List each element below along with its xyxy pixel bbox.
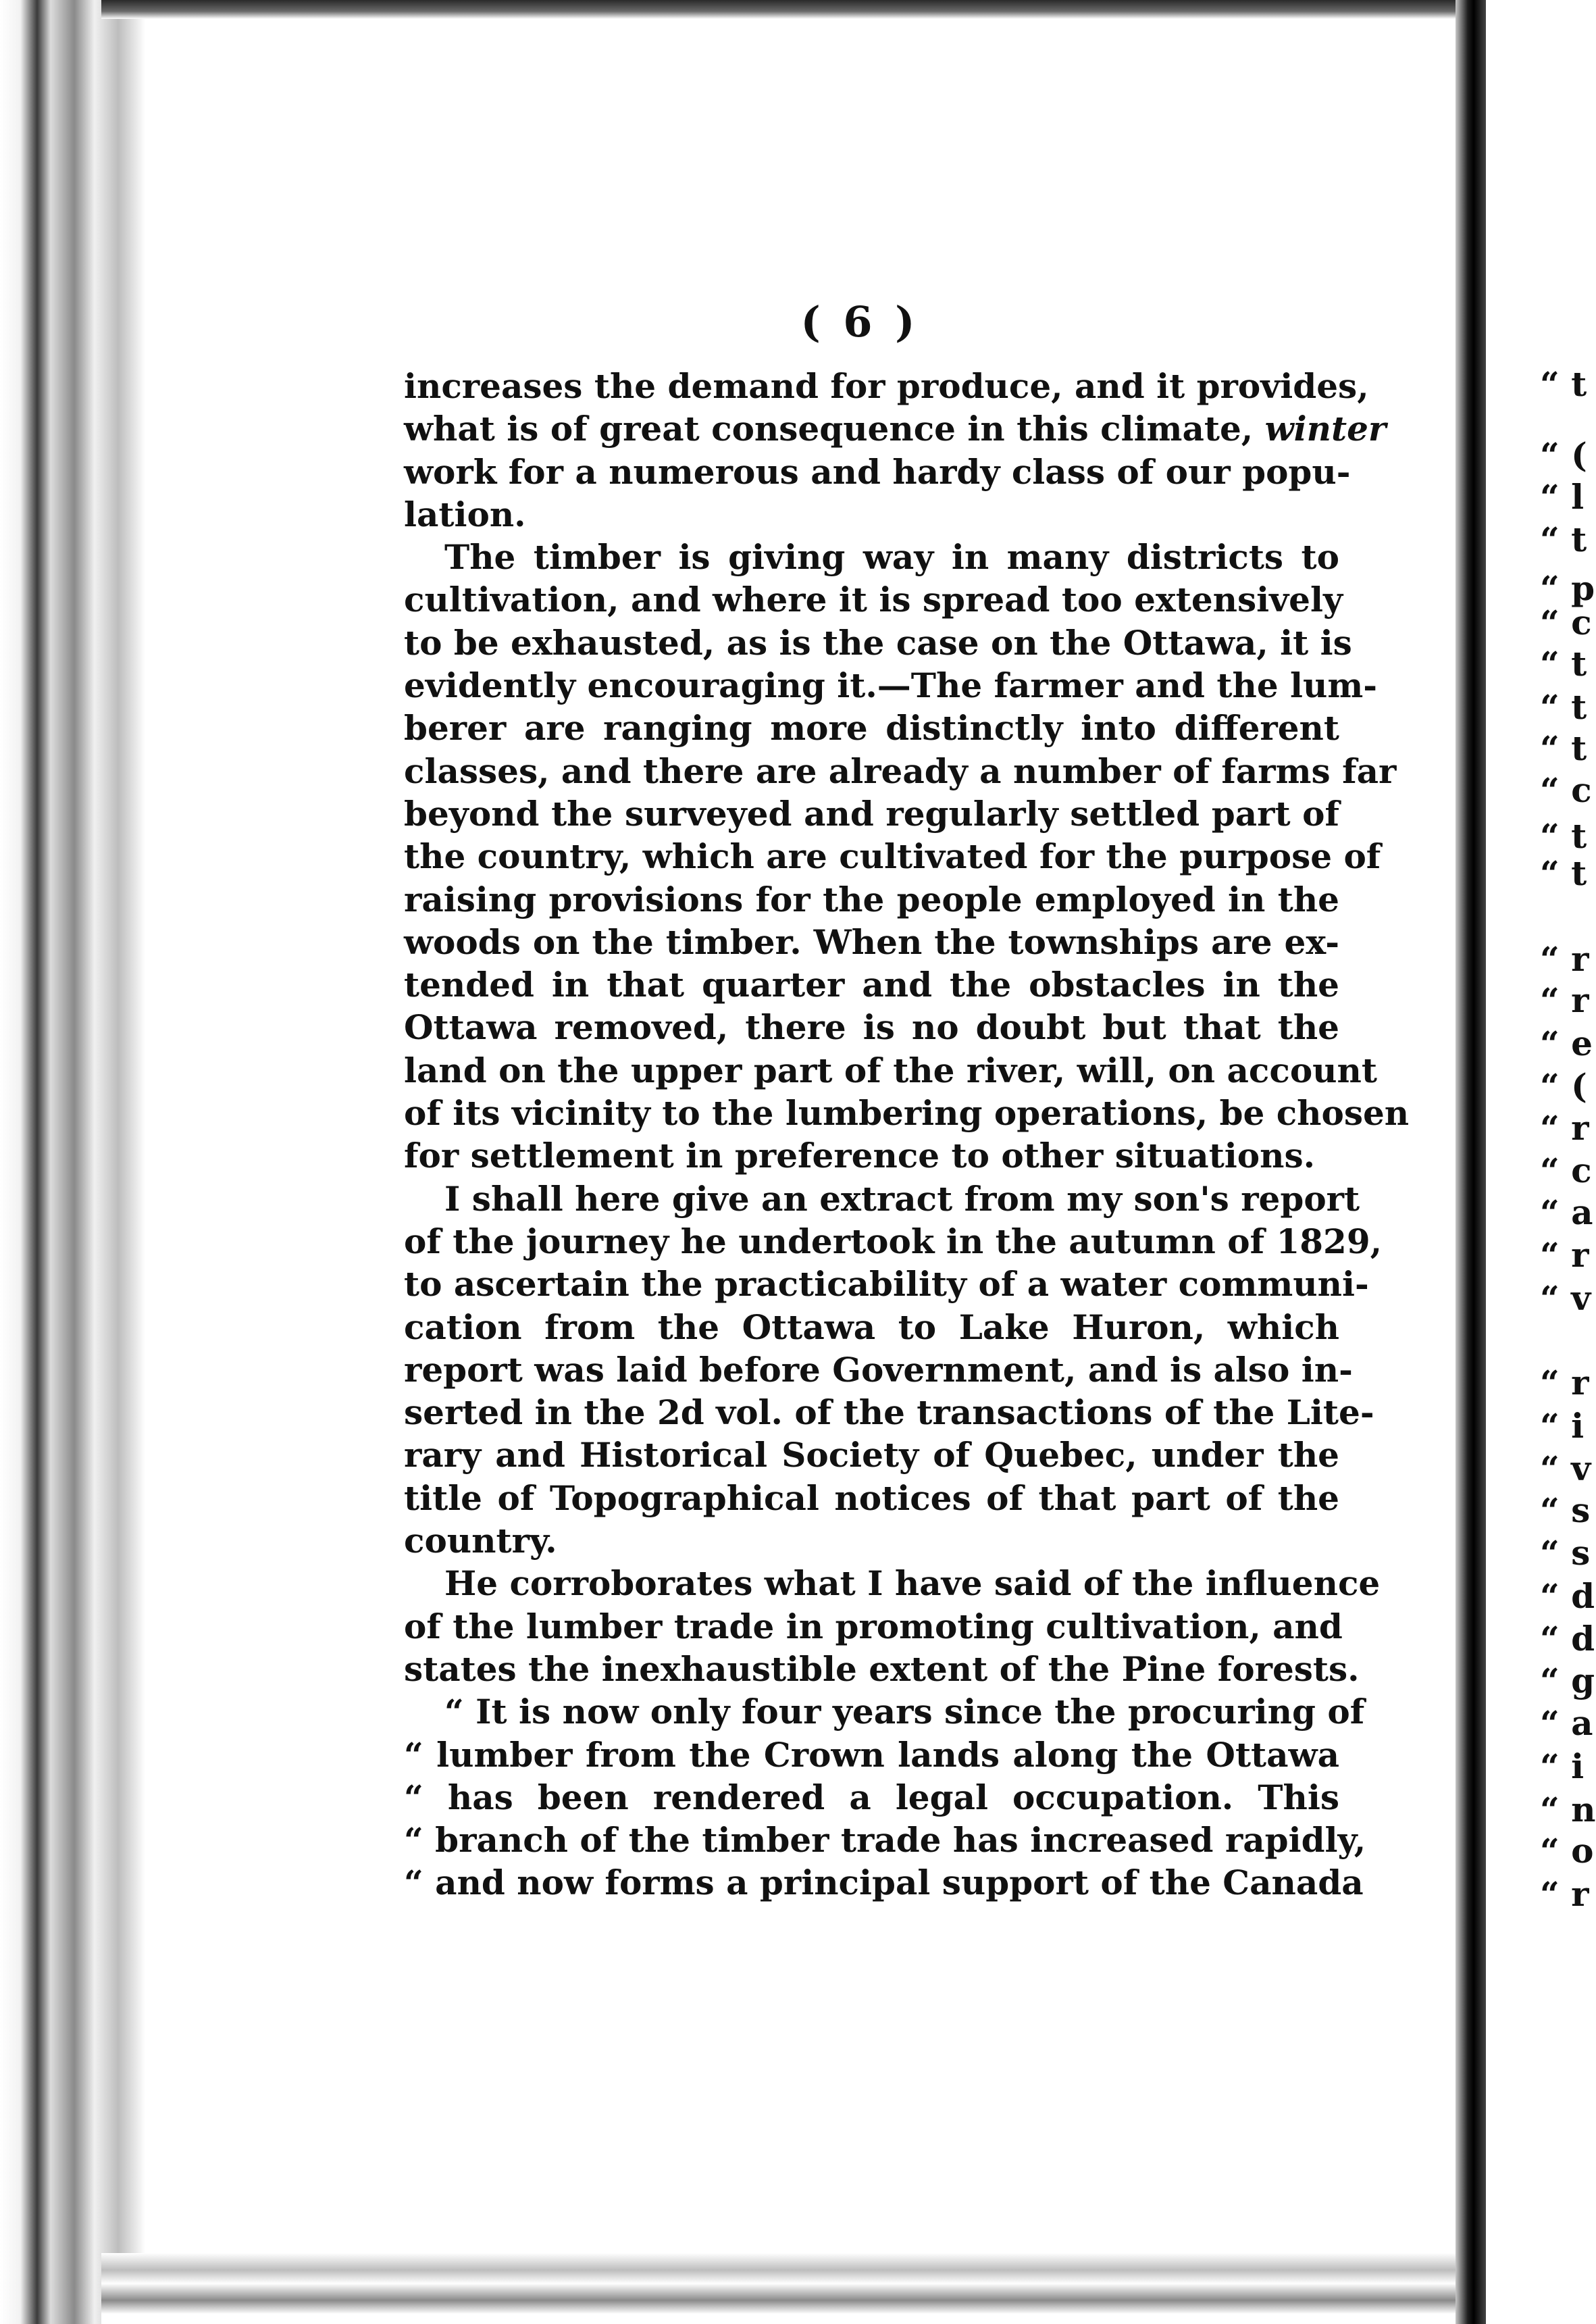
text-line: to ascertain the practicability of a water communi- bbox=[404, 1264, 1369, 1305]
text-line: “ and now forms a principal support of the Canada bbox=[404, 1863, 1364, 1903]
facing-page-line-fragment: “ t bbox=[1540, 520, 1587, 560]
facing-page-line-fragment: “ t bbox=[1540, 853, 1587, 893]
text-line: “ has been rendered a legal occupation. This bbox=[404, 1777, 1339, 1817]
facing-page-line-fragment: “ t bbox=[1540, 686, 1587, 727]
text-line: the country, which are cultivated for the purpose of bbox=[404, 836, 1381, 877]
text-line: “ branch of the timber trade has increased rapidly, bbox=[404, 1820, 1366, 1861]
text-line: raising provisions for the people employed in the bbox=[404, 879, 1339, 919]
text-line: serted in the 2d vol. of the transactions of the Lite- bbox=[404, 1392, 1374, 1433]
body-text bbox=[404, 365, 1410, 1904]
facing-page-line-fragment: “ n bbox=[1540, 1789, 1596, 1829]
text-line: tended in that quarter and the obstacles in the bbox=[404, 965, 1339, 1005]
facing-page-line-fragment: “ s bbox=[1540, 1490, 1591, 1530]
text-line: of the lumber trade in promoting cultivation, and bbox=[404, 1606, 1343, 1646]
facing-page-line-fragment: “ d bbox=[1540, 1575, 1595, 1616]
text-line: “ lumber from the Crown lands along the Ottawa bbox=[404, 1734, 1339, 1775]
text-line: evidently encouraging it.—The farmer and the lum- bbox=[404, 665, 1378, 706]
facing-page-line-fragment: “ ( bbox=[1540, 1066, 1587, 1107]
text-line: increases the demand for produce, and it provides, bbox=[404, 366, 1369, 406]
text-line: land on the upper part of the river, will, on account bbox=[404, 1050, 1377, 1090]
text-line: of the journey he undertook in the autumn of 1829, bbox=[404, 1221, 1383, 1261]
text-line: country. bbox=[404, 1521, 557, 1561]
text-line: woods on the timber. When the townships are ex- bbox=[404, 921, 1339, 962]
facing-page-line-fragment: “ r bbox=[1540, 1873, 1589, 1914]
facing-page-line-fragment: “ a bbox=[1540, 1703, 1593, 1744]
facing-page-fragment bbox=[1486, 0, 1596, 2324]
text-line: cultivation, and where it is spread too extensively bbox=[404, 580, 1343, 620]
facing-page-line-fragment: “ t bbox=[1540, 644, 1587, 684]
text-line: states the inexhaustible extent of the Pine forests. bbox=[404, 1648, 1360, 1689]
facing-page-line-fragment: “ ( bbox=[1540, 435, 1587, 476]
facing-page-line-fragment: “ t bbox=[1540, 728, 1587, 769]
text-line: rary and Historical Society of Quebec, under the bbox=[404, 1435, 1339, 1475]
page-gutter bbox=[1456, 0, 1486, 2324]
text-line: The timber is giving way in many districts to bbox=[444, 537, 1339, 578]
facing-page-line-fragment: “ g bbox=[1540, 1660, 1595, 1700]
facing-page-line-fragment: “ t bbox=[1540, 363, 1587, 404]
facing-page-line-fragment: “ d bbox=[1540, 1619, 1595, 1659]
facing-page-line-fragment: “ r bbox=[1540, 980, 1589, 1021]
text-line: berer are ranging more distinctly into different bbox=[404, 708, 1339, 749]
facing-page-line-fragment: “ i bbox=[1540, 1405, 1585, 1446]
text-line: work for a numerous and hardy class of our popu- bbox=[404, 451, 1351, 492]
facing-page-line-fragment: “ c bbox=[1540, 1151, 1592, 1191]
facing-page-line-fragment: “ l bbox=[1540, 476, 1585, 517]
facing-page-line-fragment: “ r bbox=[1540, 1235, 1589, 1275]
book-bottom-edge bbox=[101, 2253, 1466, 2324]
facing-page-line-fragment: “ v bbox=[1540, 1448, 1591, 1489]
text-line: cation from the Ottawa to Lake Huron, which bbox=[404, 1307, 1339, 1347]
facing-page-line-fragment: “ i bbox=[1540, 1746, 1585, 1786]
text-line: to be exhausted, as is the case on the Ottawa, it is bbox=[404, 622, 1352, 663]
facing-page-line-fragment: “ t bbox=[1540, 815, 1587, 856]
facing-page-line-fragment: “ p bbox=[1540, 568, 1595, 609]
facing-page-line-fragment: “ e bbox=[1540, 1023, 1593, 1063]
text-line: report was laid before Government, and is also in- bbox=[404, 1349, 1353, 1390]
text-line: lation. bbox=[404, 494, 526, 534]
facing-page-line-fragment: “ s bbox=[1540, 1533, 1591, 1573]
text-line: of its vicinity to the lumbering operations, be chosen bbox=[404, 1093, 1410, 1134]
facing-page-line-fragment: “ r bbox=[1540, 1362, 1589, 1403]
page-number: ( 6 ) bbox=[800, 297, 919, 347]
text-line: classes, and there are already a number of farms far bbox=[404, 751, 1397, 791]
facing-page-line-fragment: “ r bbox=[1540, 1107, 1589, 1148]
book-top-edge bbox=[101, 0, 1459, 19]
text-line: Ottawa removed, there is no doubt but that the bbox=[404, 1007, 1339, 1048]
text-line: “ It is now only four years since the procuring of bbox=[444, 1692, 1365, 1732]
facing-page-line-fragment: “ v bbox=[1540, 1278, 1591, 1318]
facing-page-line-fragment: “ a bbox=[1540, 1192, 1593, 1232]
text-line: beyond the surveyed and regularly settled part of bbox=[404, 793, 1339, 834]
facing-page-line-fragment: “ o bbox=[1540, 1830, 1594, 1871]
text-line: I shall here give an extract from my son's report bbox=[444, 1178, 1360, 1219]
text-line: He corroborates what I have said of the influence bbox=[444, 1563, 1381, 1604]
facing-page-line-fragment: “ c bbox=[1540, 769, 1592, 810]
book-left-edge bbox=[0, 0, 155, 2324]
text-line: title of Topographical notices of that part of the bbox=[404, 1477, 1339, 1518]
facing-page-line-fragment: “ r bbox=[1540, 938, 1589, 979]
text-line: for settlement in preference to other situations. bbox=[404, 1136, 1316, 1176]
text-line: what is of great consequence in this climate, winter bbox=[404, 409, 1387, 449]
facing-page-line-fragment: “ c bbox=[1540, 602, 1592, 642]
